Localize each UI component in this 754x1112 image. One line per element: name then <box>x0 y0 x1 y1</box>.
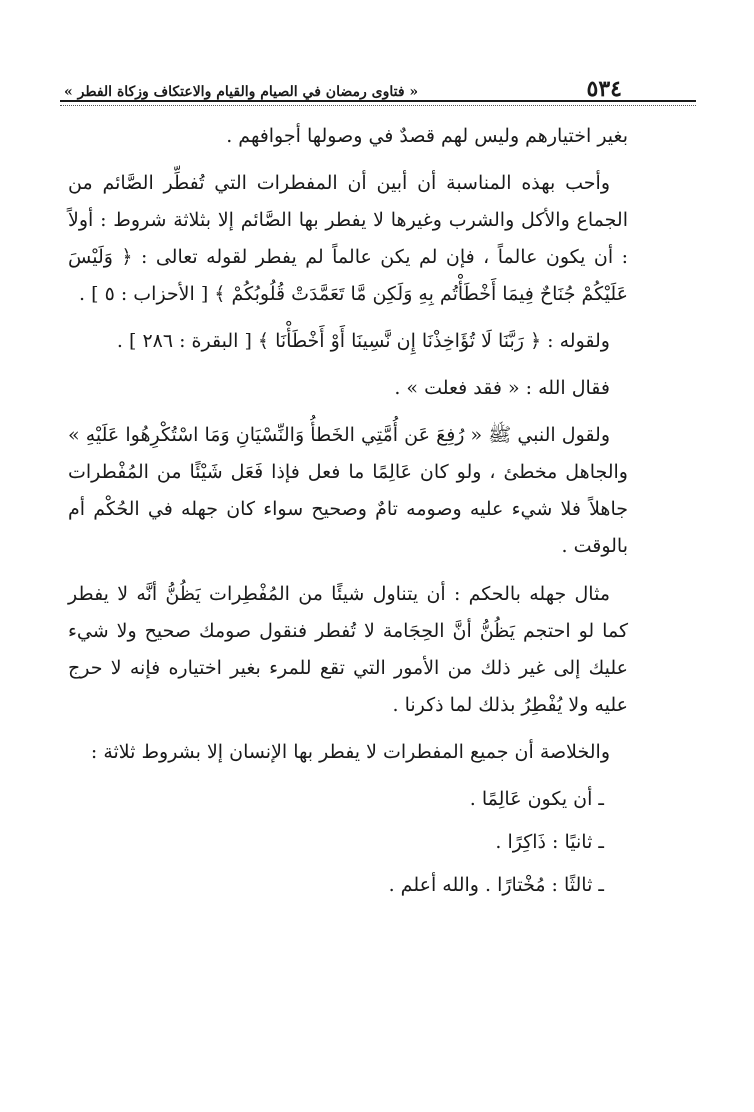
page-header <box>64 76 622 100</box>
list-item: ـ ثانيًا : ذَاكِرًا . <box>495 830 604 853</box>
paragraph-2: وأحب بهذه المناسبة أن أبين أن المفطرات التي تُفطِّر الصَّائم من الجماع والأكل والشرب وغيرها لا يفطر بها الصَّائم إلا بثلاثة شروط : أولاً : أن يكون عالماً ، فإن لم يكن عالماً لم يفطر لقوله تعالى : ﴿ وَلَيْسَ عَلَيْكُمْ جُنَاحٌ فِيمَا أَخْطَأْتُم بِهِ وَلَكِن مَّا تَعَمَّدَتْ قُلُوبُكُمْ ﴾ [ الأحزاب : ٥ ] . <box>68 172 628 306</box>
paragraph-7: والخلاصة أن جميع المفطرات لا يفطر بها الإنسان إلا بشروط ثلاثة : <box>90 740 610 763</box>
list-item: ـ أن يكون عَالِمًا . <box>469 787 604 810</box>
conditions-list <box>68 781 628 904</box>
running-title: « فتاوى رمضان في الصيام والقيام والاعتكاف وزكاة الفطر » <box>64 84 419 100</box>
paragraph-1: بغير اختيارهم وليس لهم قصدٌ في وصولها أجوافهم . <box>226 125 628 147</box>
page-number: ٥٣٤ <box>586 76 622 102</box>
paragraph-6: مثال جهله بالحكم : أن يتناول شيئًا من المُفْطِرات يَظُنُّ أنَّه لا يفطر كما لو احتجم يَظُنُّ أنَّ الحِجَامة لا تُفطر فنقول صومك صحيح ولا شيء عليك إلى غير ذلك من الأمور التي تقع للمرء بغير اختياره فإنه لا حرج عليه ولا يُفْطِرُ بذلك لما ذكرنا . <box>68 582 628 716</box>
list-item: ـ ثالثًا : مُخْتارًا . والله أعلم . <box>388 873 604 896</box>
header-rule <box>60 100 696 102</box>
paragraph-3: ولقوله : ﴿ رَبَّنَا لَا تُؤَاخِذْنَا إِن نَّسِينَا أَوْ أَخْطَأْنَا ﴾ [ البقرة : ٢٨٦ ] . <box>116 330 610 353</box>
paragraph-5: ولقول النبي ﷺ « رُفِعَ عَن أُمَّتِي الخَطأُ وَالنِّسْيَانِ وَمَا اسْتُكْرِهُوا عَلَيْهِ » والجاهل مخطئ ، ولو كان عَالِمًا ما فعل فإذا فَعَل شَيْئًا من المُفْطرات جاهلاً فلا شيء عليه وصومه تامٌ وصحيح سواء كان جهله في الحُكْم أم بالوقت . <box>68 424 628 558</box>
page-body <box>68 118 628 910</box>
paragraph-4: فقال الله : « فقد فعلت » . <box>394 377 610 400</box>
header-rule-dotted <box>60 105 696 106</box>
